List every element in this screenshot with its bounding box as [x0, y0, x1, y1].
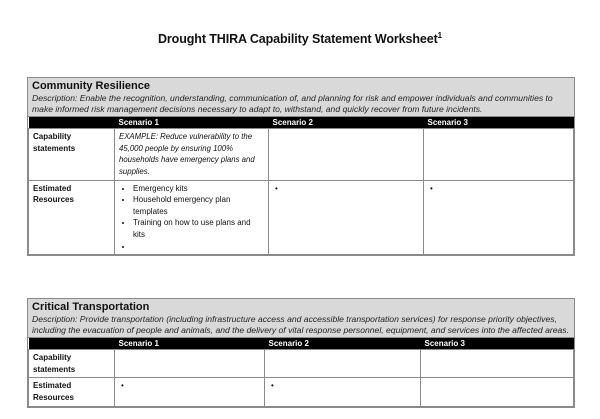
row-label-resources: Estimated Resources — [29, 180, 115, 255]
table-header-row — [29, 338, 574, 350]
row-label-capability: Capability statements — [29, 129, 115, 180]
section-critical-transportation — [27, 298, 575, 408]
column-header-blank — [29, 338, 115, 350]
cell-scenario-1-resources[interactable] — [115, 180, 269, 255]
bullet: • — [430, 183, 433, 193]
section-header — [28, 299, 574, 338]
cell-scenario-1-capability[interactable] — [115, 350, 265, 378]
table-row-capability — [29, 129, 574, 180]
bullet: • — [121, 381, 124, 391]
column-header-scenario-2: Scenario 2 — [265, 338, 421, 350]
column-header-blank — [29, 117, 115, 129]
section-title: Critical Transportation — [32, 301, 150, 313]
row-label-resources: Estimated Resources — [29, 378, 115, 406]
column-header-scenario-1: Scenario 1 — [115, 117, 269, 129]
table-row-resources — [29, 180, 574, 255]
section-header — [28, 78, 574, 117]
list-item: • Emergency kits — [133, 183, 264, 195]
cell-scenario-2-capability[interactable] — [269, 129, 424, 180]
cell-scenario-1-resources[interactable] — [115, 378, 265, 406]
table-header-row — [29, 117, 574, 129]
cell-scenario-2-capability[interactable] — [265, 350, 421, 378]
section-community-resilience — [27, 77, 575, 256]
footnote-marker: 1 — [437, 31, 443, 40]
worksheet-title — [0, 31, 600, 46]
worksheet-title-text: Drought THIRA Capability Statement Worksheet — [157, 32, 438, 47]
column-header-scenario-2: Scenario 2 — [269, 117, 424, 129]
row-label-capability: Capability statements — [29, 350, 115, 378]
cell-scenario-3-resources[interactable] — [424, 180, 574, 255]
list-item — [133, 241, 264, 253]
cell-scenario-3-resources[interactable] — [421, 378, 574, 406]
cell-scenario-2-resources[interactable] — [265, 378, 421, 406]
cell-scenario-1-capability[interactable]: EXAMPLE: Reduce vulnerability to the 45,000 people by ensuring 100% households have emergency plans and supplies. — [115, 129, 269, 180]
list-item: • Training on how to use plans and kits — [133, 217, 264, 240]
resource-list — [119, 183, 264, 253]
cell-scenario-3-capability[interactable] — [421, 350, 574, 378]
table-row-capability — [29, 350, 574, 378]
cell-scenario-2-resources[interactable] — [269, 180, 424, 255]
capability-table — [28, 117, 574, 255]
table-row-resources — [29, 378, 574, 406]
list-item: • Household emergency plan templates — [133, 194, 264, 217]
column-header-scenario-3: Scenario 3 — [424, 117, 574, 129]
capability-table — [28, 338, 574, 406]
bullet: • — [271, 381, 274, 391]
bullet: • — [275, 183, 278, 193]
section-title: Community Resilience — [32, 80, 150, 92]
column-header-scenario-3: Scenario 3 — [421, 338, 574, 350]
cell-scenario-3-capability[interactable] — [424, 129, 574, 180]
section-description: Description: Enable the recognition, understanding, communication of, and planning for risk and empower individuals and communities to make informed risk management decisions necessary to adapt to, withstand, and quickly recover from future incidents. — [32, 93, 553, 114]
column-header-scenario-1: Scenario 1 — [115, 338, 265, 350]
section-description: Description: Provide transportation (including infrastructure access and accessible transportation services) for response priority objectives, including the evacuation of people and animals, and the delivery of vital response personnel, equipment, and services into the affected areas. — [32, 314, 569, 335]
